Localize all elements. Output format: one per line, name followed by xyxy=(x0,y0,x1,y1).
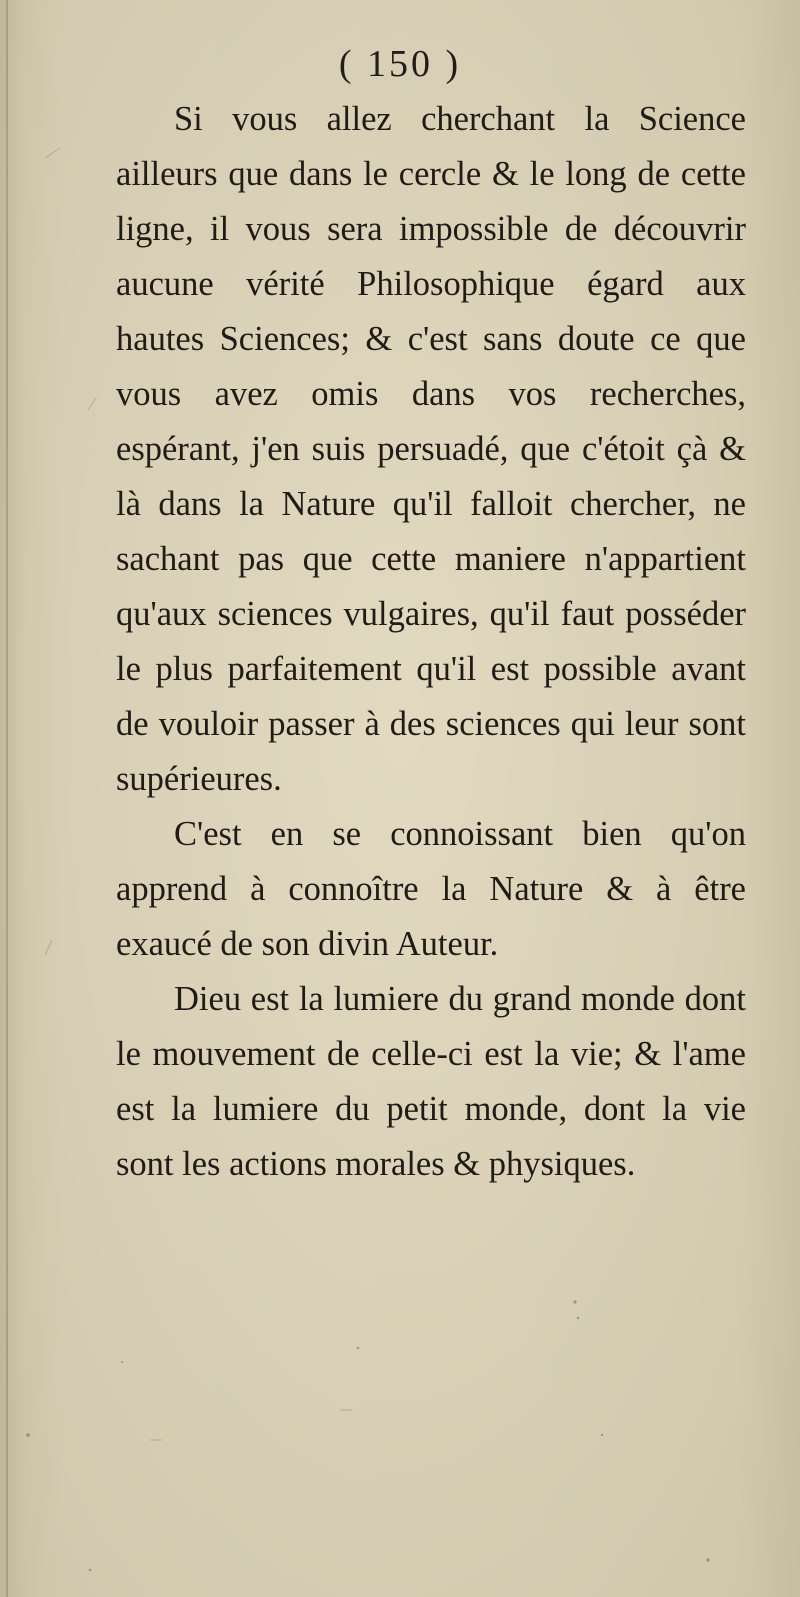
paragraph-1: Si vous allez cherchant la Science ailleurs que dans le cercle & le long de cette ligne, il vous sera impossible de découvrir aucune vérité Philosophique égard aux hautes Sciences; & c'est sans doute ce que vous avez omis dans vos recherches, espérant, j'en suis persuadé, que c'étoit çà & là dans la Nature qu'il falloit chercher, ne sachant pas que cette maniere n'appartient qu'aux sciences vulgaires, qu'il faut posséder le plus parfaitement qu'il est possible avant de vouloir passer à des sciences qui leur sont supérieures. xyxy=(116,100,746,798)
paragraph-2: C'est en se connoissant bien qu'on apprend à connoître la Nature & à être exaucé de son divin Auteur. xyxy=(116,815,746,963)
page-number: ( 150 ) xyxy=(338,43,462,85)
paragraph-3: Dieu est la lumiere du grand monde dont le mouvement de celle-ci est la vie; & l'ame est la lumiere du petit monde, dont la vie sont les actions morales & physiques. xyxy=(116,980,746,1183)
page-edge xyxy=(6,0,8,1597)
body-text xyxy=(116,92,746,1192)
